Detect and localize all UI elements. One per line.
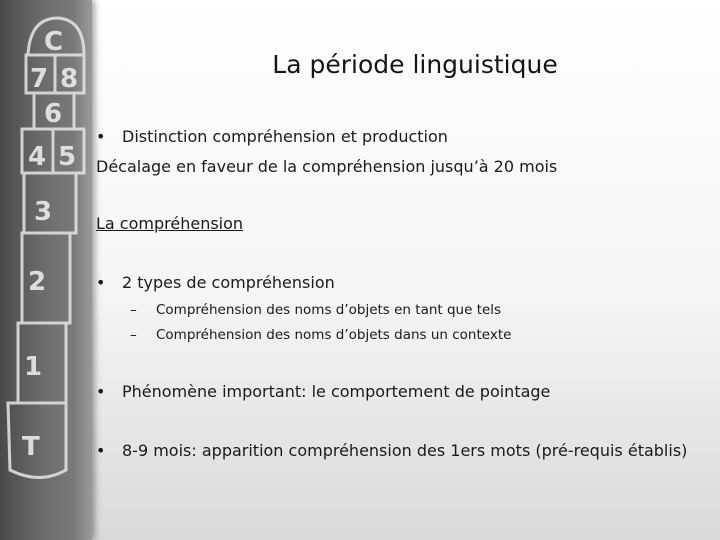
line-text: Décalage en faveur de la compréhension jusqu’à 20 mois: [96, 157, 558, 176]
bullet-text: Distinction compréhension et production: [122, 127, 448, 146]
bullet-marker: •: [96, 382, 106, 401]
hopscotch-image: [0, 0, 92, 540]
bullet-text: Phénomène important: le comportement de pointage: [122, 382, 551, 401]
bullet-marker: •: [96, 127, 106, 146]
bullet-item-pointage: [96, 382, 550, 401]
bullet-text: 2 types de compréhension: [122, 273, 335, 292]
hopscotch-label-1: 1: [24, 352, 43, 382]
sub-item-text: Compréhension des noms d’objets en tant que tels: [156, 302, 502, 318]
dash-marker: –: [130, 327, 137, 343]
sub-item-tels: [130, 302, 501, 318]
text-line-decalage: [96, 157, 557, 176]
hopscotch-label-c: C: [44, 27, 64, 57]
bullet-item-8-9-mois: [96, 441, 687, 460]
bullet-marker: •: [96, 441, 106, 460]
bullet-item-distinction: [96, 127, 448, 146]
bullet-text: 8-9 mois: apparition compréhension des 1ers mots (pré-requis établis): [122, 441, 688, 460]
hopscotch-label-7: 7: [30, 64, 49, 94]
hopscotch-label-5: 5: [58, 142, 77, 172]
hopscotch-label-6: 6: [44, 99, 63, 129]
hopscotch-label-2: 2: [28, 267, 47, 297]
dash-marker: –: [130, 302, 137, 318]
hopscotch-drawing: [0, 0, 92, 540]
slide-title: La période linguistique: [272, 50, 558, 79]
section-heading-comprehension: La compréhension: [96, 214, 244, 233]
bullet-item-types: [96, 273, 335, 292]
hopscotch-label-4: 4: [28, 142, 47, 172]
hopscotch-label-8: 8: [60, 64, 79, 94]
bullet-marker: •: [96, 273, 106, 292]
hopscotch-label-t: T: [22, 432, 40, 462]
sub-item-text: Compréhension des noms d’objets dans un contexte: [156, 327, 512, 343]
hopscotch-label-3: 3: [34, 197, 53, 227]
sub-item-contexte: [130, 327, 511, 343]
